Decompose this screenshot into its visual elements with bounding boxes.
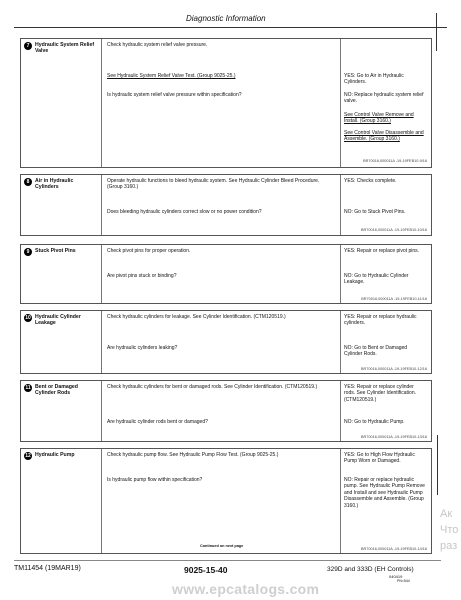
step-number-badge: 8 — [24, 178, 32, 186]
result-no: NO: Repair or replace hydraulic pump. See Hydraulic Pump Remove and Install and see Hydraulic Pump Disassemble and Assemble. (Group 3160.) — [344, 477, 425, 509]
footer-rule — [14, 560, 441, 561]
step-question: Are pivot pins stuck or binding? — [107, 273, 177, 279]
page-title: Diagnostic Information — [186, 14, 266, 23]
step-title: Hydraulic Cylinder Leakage — [35, 314, 81, 327]
step-question: Is hydraulic pump flow within specification? — [107, 477, 203, 483]
result-yes: YES: Repair or replace pivot pins. — [344, 248, 420, 254]
diag-step-block — [20, 174, 432, 236]
model-label: 329D and 333D (EH Controls) — [327, 566, 414, 573]
change-bar — [436, 13, 437, 51]
result-link[interactable]: See Control Valve Disassemble and Assemble. (Group 3160.) — [344, 130, 424, 143]
diag-step-block — [20, 448, 432, 554]
diag-step-block — [20, 380, 432, 442]
step-text: Check hydraulic cylinders for leakage. See Cylinder Identification. (CTM120519.) — [107, 314, 286, 320]
diag-step-block — [20, 310, 432, 374]
side-watermark-text: Что — [440, 524, 459, 536]
step-text: Operate hydraulic functions to bleed hydraulic system. See Hydraulic Cylinder Bleed Procedure. (Group 3160.) — [107, 178, 320, 191]
result-no: NO: Go to Stuck Pivot Pins. — [344, 209, 406, 215]
side-watermark-text: раз — [440, 540, 458, 552]
side-watermark-text: Ак — [440, 508, 453, 520]
step-question: Are hydraulic cylinder rods bent or damaged? — [107, 419, 208, 425]
step-title: Bent or Damaged Cylinder Rods — [35, 384, 78, 397]
reference-code: BR70016,000011A -19-19FEB10-12/16 — [360, 367, 427, 371]
result-no: NO: Go to Hydraulic Cylinder Leakage. — [344, 273, 409, 286]
result-no: NO: Go to Bent or Damaged Cylinder Rods. — [344, 345, 408, 358]
result-yes: YES: Go to Air in Hydraulic Cylinders. — [344, 73, 404, 86]
model-name — [327, 566, 414, 580]
reference-code: BR70016,000011A -19-19FEB10-9/16 — [363, 159, 427, 163]
step-link[interactable]: See Hydraulic System Relief Valve Test. (Group 9025-25.) — [107, 73, 236, 79]
reference-code: BR70016,000011A -19-19FEB10-11/16 — [361, 297, 427, 301]
step-text: Check hydraulic cylinders for bent or damaged rods. See Cylinder Identification. (CTM120519.) — [107, 384, 318, 390]
step-text: Check hydraulic system relief valve pressure. — [107, 42, 208, 48]
step-title: Air in Hydraulic Cylinders — [35, 178, 74, 191]
header-rule — [14, 27, 447, 28]
result-no: NO: Go to Hydraulic Pump. — [344, 419, 405, 425]
step-number-badge: 12 — [25, 453, 31, 459]
reference-code: BR70016,000011A -19-19FEB10-14/16 — [360, 547, 427, 551]
step-title: Hydraulic Pump — [35, 452, 75, 458]
result-yes: YES: Go to High Flow Hydraulic Pump Worn or Damaged. — [344, 452, 415, 465]
step-question: Is hydraulic system relief valve pressure within specification? — [107, 92, 242, 98]
reference-code: BR70016,000011A -19-19FEB10-10/16 — [360, 228, 427, 232]
reference-code: BR70016,000011A -19-19FEB10-13/16 — [360, 435, 427, 439]
step-number-badge: 10 — [25, 315, 31, 321]
step-text: Check hydraulic pump flow. See Hydraulic Pump Flow Test. (Group 9025-25.) — [107, 452, 279, 458]
footer-date: 040419 — [389, 574, 403, 579]
diag-step-block — [20, 38, 432, 168]
watermark-text: www.epcatalogs.com — [172, 581, 320, 597]
step-title: Stuck Pivot Pins — [35, 248, 76, 254]
step-number-badge: 7 — [24, 42, 32, 50]
change-bar — [437, 435, 438, 495]
result-no: NO: Replace hydraulic system relief valve. — [344, 92, 424, 105]
step-text: Check pivot pins for proper operation. — [107, 248, 191, 254]
result-yes: YES: Repair or replace cylinder rods. See Cylinder Identification. (CTM120519.) — [344, 384, 416, 403]
manual-number: TM11454 (19MAR19) — [14, 565, 81, 572]
step-number-badge: 11 — [25, 385, 31, 391]
result-yes: YES: Checks complete. — [344, 178, 397, 184]
result-yes: YES: Repair or replace hydraulic cylinders. — [344, 314, 417, 327]
step-title: Hydraulic System Relief Valve — [35, 42, 95, 55]
page-number: 9025-15-40 — [184, 565, 228, 575]
step-number-badge: 9 — [24, 248, 32, 256]
result-link[interactable]: See Control Valve Remove and Install. (Group 3160.) — [344, 112, 414, 125]
step-question: Are hydraulic cylinders leaking? — [107, 345, 178, 351]
page-code: PN=544 — [397, 579, 410, 583]
diag-step-block — [20, 244, 432, 304]
continued-note: Continued on next page — [200, 544, 244, 548]
step-question: Does bleeding hydraulic cylinders correct slow or no power condition? — [107, 209, 262, 215]
